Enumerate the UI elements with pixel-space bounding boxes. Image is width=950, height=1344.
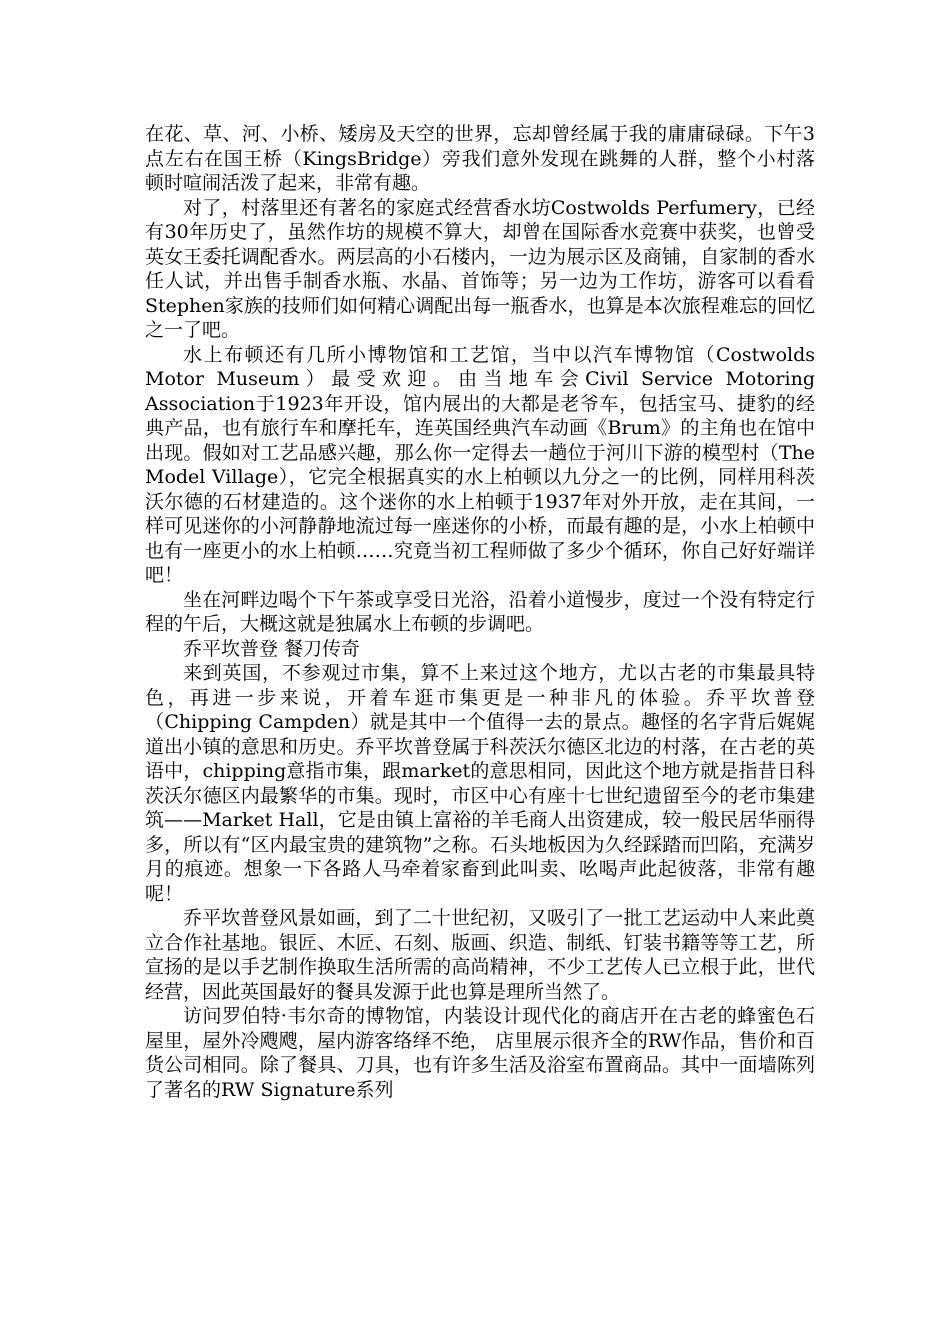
paragraph-perfumery: 对了，村落里还有著名的家庭式经营香水坊Costwolds Perfumery，已经有30年历史了，虽然作坊的规模不算大，却曾在国际香水竞赛中获奖，也曾受英女王委托调配香水。两层高的小石楼内，一边为展示区及商铺，自家制的香水任人试，并出售手制香水瓶、水晶、首饰等；另一边为工作坊，游客可以看看Stephen家族的技师们如何精心调配出每一瓶香水，也算是本次旅程难忘的回忆之一了吧。 [145,196,815,341]
section-heading: 乔平坎普登 餐刀传奇 [183,637,361,660]
paragraph-afternoon: 坐在河畔边喝个下午茶或享受日光浴，沿着小道慢步，度过一个没有特定行程的午后，大概这就是独属水上布顿的步调吧。 [145,588,815,635]
article-body [145,122,815,1102]
paragraph-motor-museum: 水上布顿还有几所小博物馆和工艺馆，当中以汽车博物馆（Costwolds Motor Museum）最受欢迎。由当地车会Civil Service Motoring Association于1923年开设，馆内展出的大都是老爷车，包括宝马、捷豹的经典产品，也有旅行车和摩托车，连英国经典汽车动画《Brum》的主角也在馆中出现。假如对工艺品感兴趣，那么你一定得去一趟位于河川下游的模型村（The Model Village），它完全根据真实的水上柏顿以九分之一的比例，同样用科茨沃尔德的石材建造的。这个迷你的水上柏顿于1937年对外开放，走在其间，一样可见迷你的小河静静地流过每一座迷你的小桥，而最有趣的是，小水上柏顿中也有一座更小的水上柏顿……究竟当初工程师做了多少个循环，你自己好好端详吧！ [145,343,815,586]
paragraph-crafts: 乔平坎普登风景如画，到了二十世纪初，又吸引了一批工艺运动中人来此奠立合作社基地。银匠、木匠、石刻、版画、织造、制纸、钉装书籍等等工艺，所宣扬的是以手艺制作换取生活所需的高尚精神，不少工艺传人已立根于此，世代经营，因此英国最好的餐具发源于此也算是理所当然了。 [145,907,815,1003]
paragraph-market: 来到英国，不参观过市集，算不上来过这个地方，尤以古老的市集最具特色，再进一步来说，开着车逛市集更是一种非凡的体验。乔平坎普登（Chipping Campden）就是其中一个值得一去的景点。趣怪的名字背后娓娓道出小镇的意思和历史。乔平坎普登属于科茨沃尔德区北边的村落，在古老的英语中，chipping意指市集，跟market的意思相同，因此这个地方就是指昔日科茨沃尔德区内最繁华的市集。现时，市区中心有座十七世纪遗留至今的老市集建筑——Market Hall，它是由镇上富裕的羊毛商人出资建成，较一般民居华丽得多，所以有“区内最宝贵的建筑物”之称。石头地板因为久经踩踏而凹陷，充满岁月的痕迹。想象一下各路人马牵着家畜到此叫卖、吆喝声此起彼落，非常有趣呢！ [145,662,815,905]
paragraph-continued: 在花、草、河、小桥、矮房及天空的世界，忘却曾经属于我的庸庸碌碌。下午3点左右在国王桥（KingsBridge）旁我们意外发现在跳舞的人群，整个小村落顿时喧闹活泼了起来，非常有趣。 [145,123,815,194]
paragraph-robert-welch: 访问罗伯特·韦尔奇的博物馆，内装设计现代化的商店开在古老的蜂蜜色石屋里，屋外冷飕飕，屋内游客络绎不绝， 店里展示很齐全的RW作品，售价和百货公司相同。除了餐具、刀具，也有许多生活及浴室布置商品。其中一面墙陈列了著名的RW Signature系列 [145,1005,815,1101]
